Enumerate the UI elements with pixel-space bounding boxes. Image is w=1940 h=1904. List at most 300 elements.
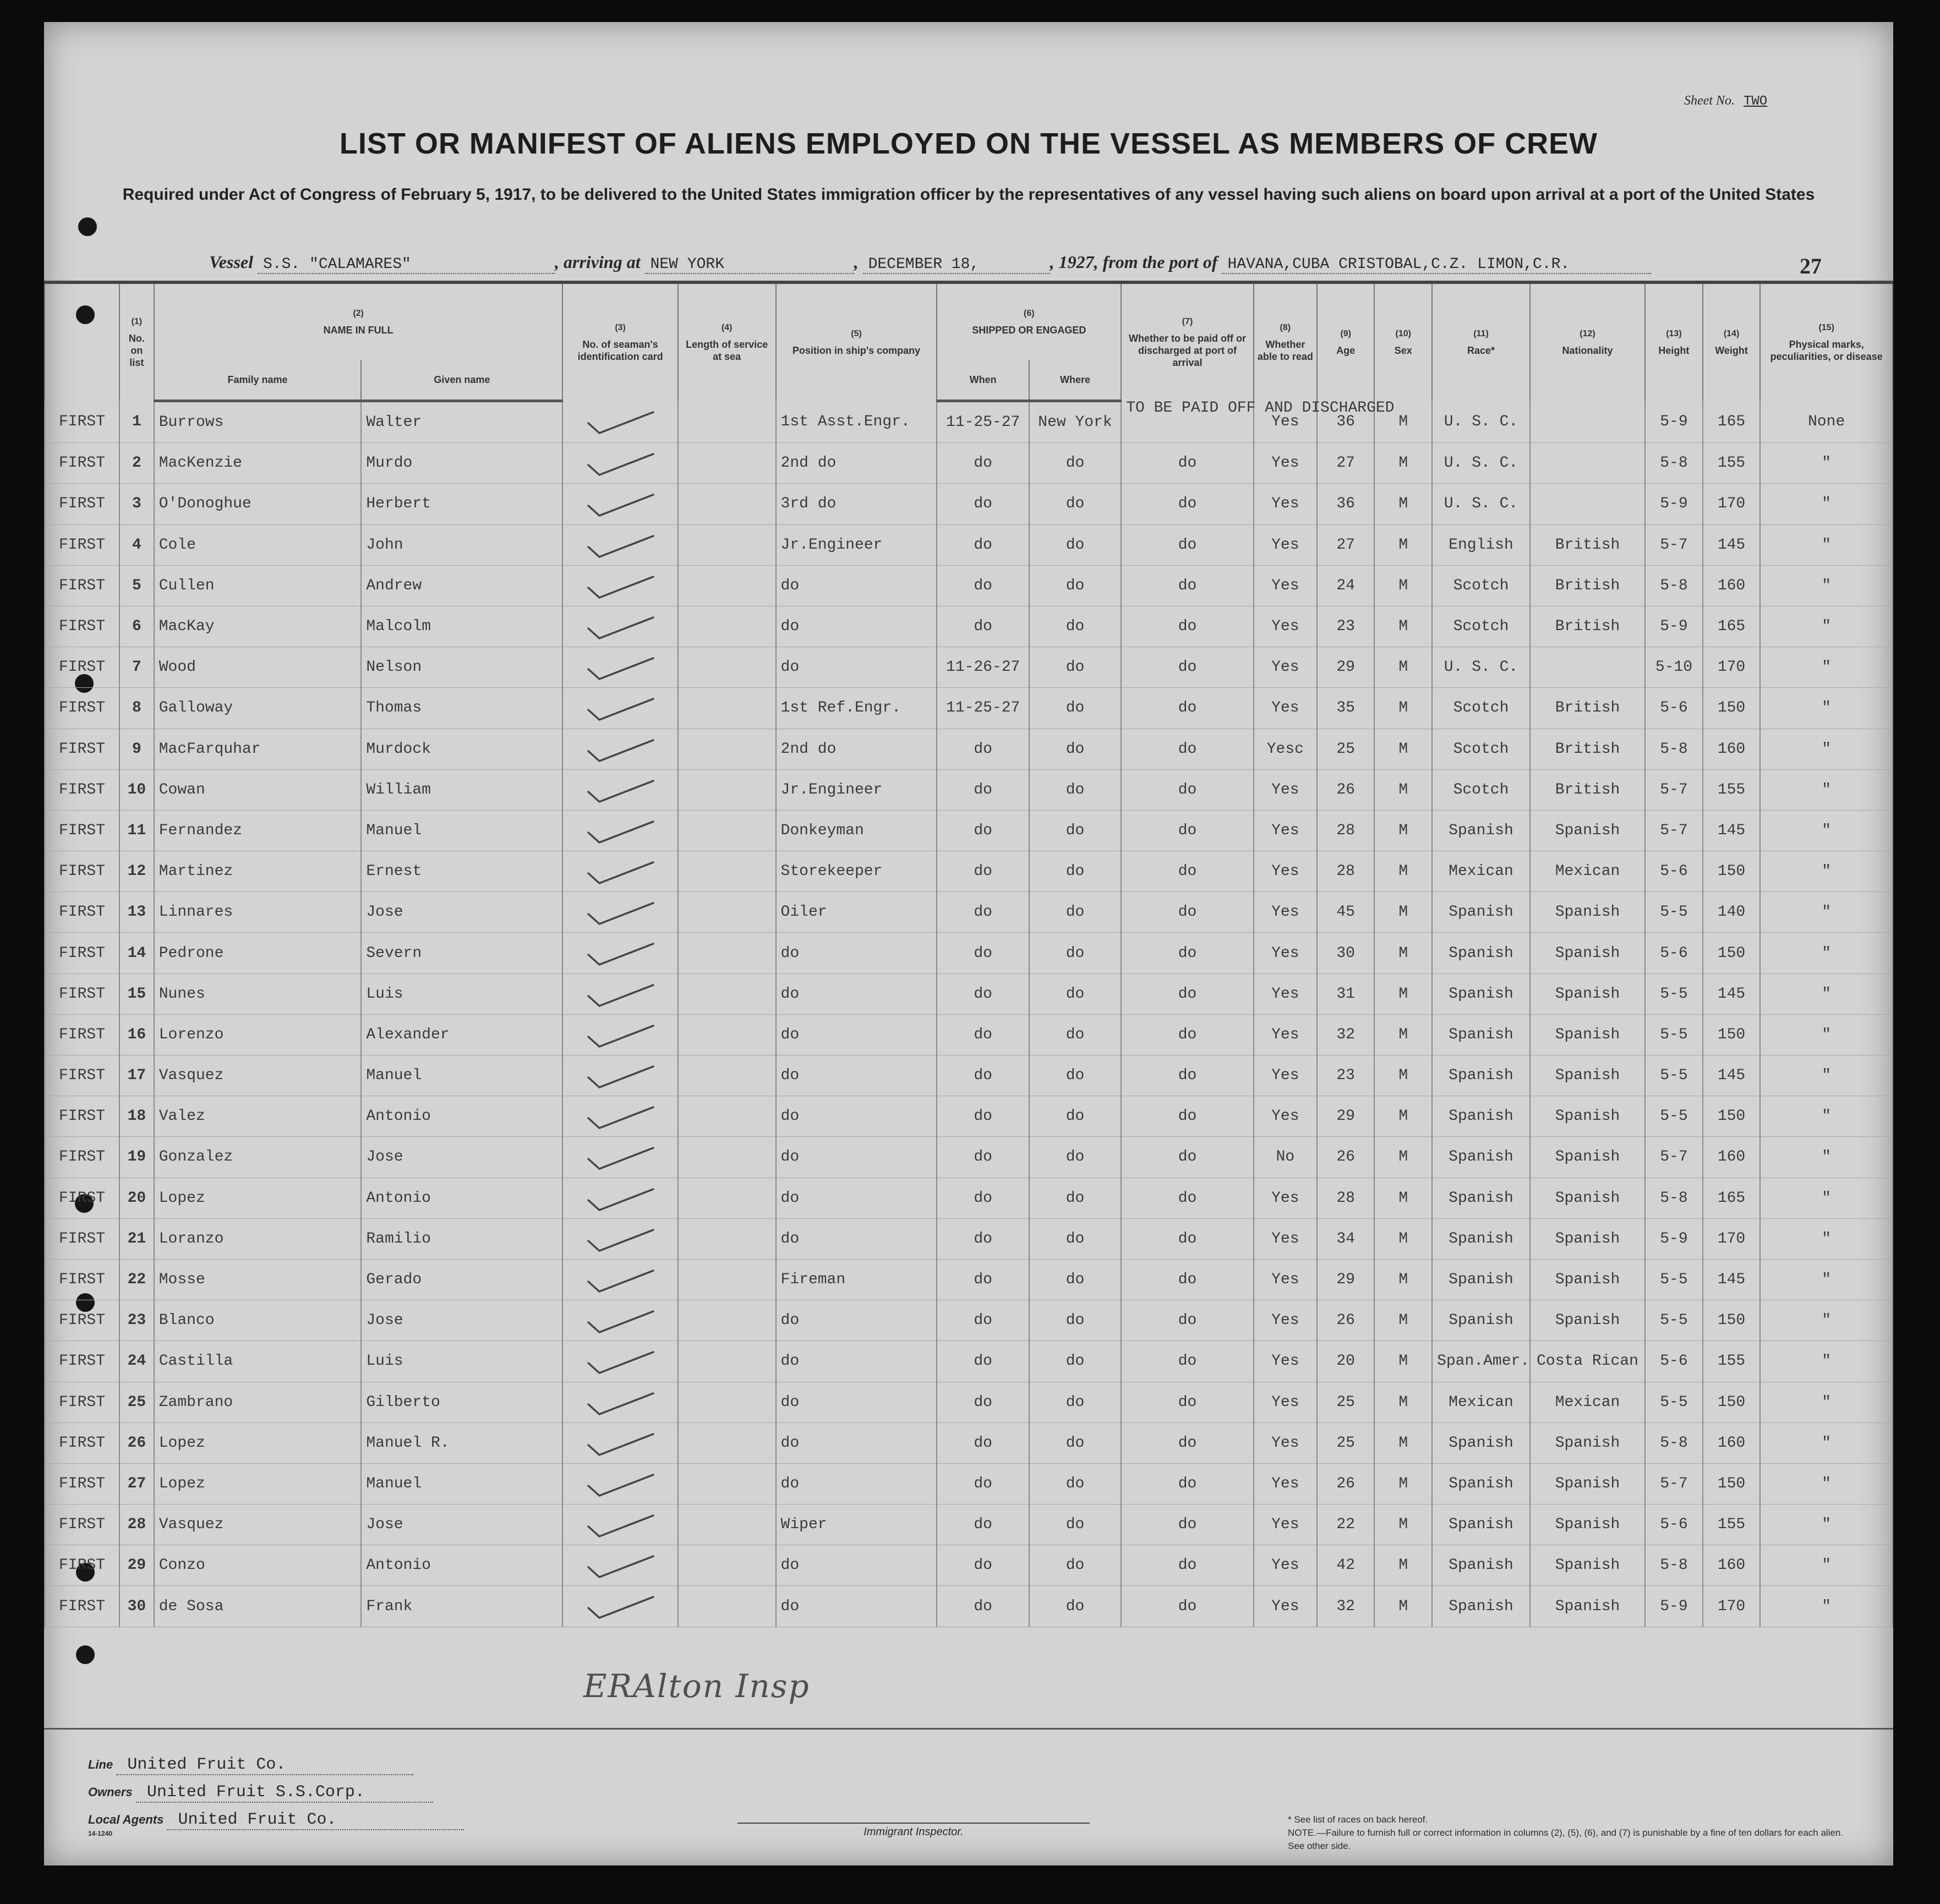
- height: 5-8: [1645, 443, 1703, 484]
- service-length: [678, 1463, 776, 1504]
- weight: 145: [1703, 1259, 1761, 1300]
- family-name: Cole: [154, 524, 362, 565]
- checkmark-icon: [585, 573, 657, 601]
- age: 35: [1317, 688, 1375, 729]
- weight: 150: [1703, 1014, 1761, 1055]
- sex: M: [1374, 484, 1432, 524]
- table-row: [45, 1545, 1893, 1586]
- race: U. S. C.: [1432, 647, 1530, 688]
- arrival-year: 27: [1076, 252, 1094, 272]
- nationality: [1530, 484, 1645, 524]
- service-length: [678, 729, 776, 769]
- paid-off: do: [1121, 1178, 1254, 1218]
- table-row: [45, 484, 1893, 524]
- given-name: Severn: [361, 933, 562, 973]
- row-stamp: FIRST: [45, 1586, 119, 1627]
- shipped-where: do: [1029, 1463, 1121, 1504]
- family-name: Blanco: [154, 1300, 362, 1341]
- age: 42: [1317, 1545, 1375, 1586]
- sex: M: [1374, 443, 1432, 484]
- checkmark-icon: [585, 1022, 657, 1050]
- family-name: de Sosa: [154, 1586, 362, 1627]
- checkmark-icon: [585, 818, 657, 846]
- id-card-check: [562, 1504, 677, 1545]
- position: do: [776, 647, 937, 688]
- family-name: Fernandez: [154, 810, 362, 851]
- row-number: 15: [119, 973, 154, 1014]
- id-card-check: [562, 1137, 677, 1178]
- physical-marks: ": [1760, 892, 1893, 933]
- age: 23: [1317, 1055, 1375, 1096]
- race: Spanish: [1432, 810, 1530, 851]
- race: Scotch: [1432, 688, 1530, 729]
- shipped-when: do: [937, 1341, 1029, 1382]
- shipped-when: do: [937, 1014, 1029, 1055]
- age: 25: [1317, 1382, 1375, 1422]
- physical-marks: ": [1760, 851, 1893, 892]
- able-to-read: Yes: [1254, 1545, 1317, 1586]
- service-length: [678, 769, 776, 810]
- table-row: [45, 1178, 1893, 1218]
- height: 5-8: [1645, 1545, 1703, 1586]
- sheet-number-label: Sheet No.: [1684, 94, 1735, 108]
- race: Mexican: [1432, 1382, 1530, 1422]
- row-stamp: FIRST: [45, 1178, 119, 1218]
- physical-marks: ": [1760, 1014, 1893, 1055]
- race: Mexican: [1432, 851, 1530, 892]
- shipped-where: do: [1029, 1504, 1121, 1545]
- checkmark-icon: [585, 1349, 657, 1376]
- weight: 145: [1703, 810, 1761, 851]
- header-no: (1) No. on list: [119, 282, 154, 401]
- position: do: [776, 1586, 937, 1627]
- weight: 160: [1703, 1137, 1761, 1178]
- shipped-when: do: [937, 1504, 1029, 1545]
- weight: 140: [1703, 892, 1761, 933]
- punch-hole: [76, 1645, 95, 1664]
- vessel-label: Vessel: [209, 252, 253, 272]
- table-row: [45, 1014, 1893, 1055]
- paid-off: do: [1121, 484, 1254, 524]
- row-stamp: FIRST: [45, 1504, 119, 1545]
- line-label: Line: [88, 1758, 113, 1771]
- shipped-where: do: [1029, 1259, 1121, 1300]
- row-stamp: FIRST: [45, 565, 119, 606]
- sex: M: [1374, 1137, 1432, 1178]
- paid-off: do: [1121, 1341, 1254, 1382]
- paid-off: do: [1121, 1259, 1254, 1300]
- family-name: Vasquez: [154, 1504, 362, 1545]
- table-row: [45, 1504, 1893, 1545]
- able-to-read: Yes: [1254, 606, 1317, 647]
- nationality: Spanish: [1530, 810, 1645, 851]
- weight: 150: [1703, 1463, 1761, 1504]
- row-stamp: FIRST: [45, 1341, 119, 1382]
- service-length: [678, 1586, 776, 1627]
- given-name: Antonio: [361, 1545, 562, 1586]
- position: do: [776, 1463, 937, 1504]
- service-length: [678, 933, 776, 973]
- sex: M: [1374, 973, 1432, 1014]
- weight: 170: [1703, 647, 1761, 688]
- paid-off: TO BE PAID OFF AND DISCHARGED: [1121, 401, 1254, 443]
- shipped-where: do: [1029, 1218, 1121, 1259]
- row-stamp: FIRST: [45, 443, 119, 484]
- shipped-where: do: [1029, 851, 1121, 892]
- row-number: 11: [119, 810, 154, 851]
- row-stamp: FIRST: [45, 401, 119, 443]
- id-card-check: [562, 524, 677, 565]
- weight: 165: [1703, 401, 1761, 443]
- race: Spanish: [1432, 1259, 1530, 1300]
- checkmark-icon: [585, 1390, 657, 1418]
- family-name: MacKenzie: [154, 443, 362, 484]
- paid-off: do: [1121, 729, 1254, 769]
- row-stamp: FIRST: [45, 892, 119, 933]
- id-card-check: [562, 1586, 677, 1627]
- row-stamp: FIRST: [45, 1545, 119, 1586]
- shipped-where: do: [1029, 769, 1121, 810]
- weight: 165: [1703, 1178, 1761, 1218]
- id-card-check: [562, 401, 677, 443]
- age: 36: [1317, 401, 1375, 443]
- position: do: [776, 973, 937, 1014]
- physical-marks: ": [1760, 565, 1893, 606]
- able-to-read: Yes: [1254, 1463, 1317, 1504]
- position: Jr.Engineer: [776, 524, 937, 565]
- service-length: [678, 892, 776, 933]
- id-card-check: [562, 1096, 677, 1137]
- checkmark-icon: [585, 1186, 657, 1213]
- row-number: 26: [119, 1422, 154, 1463]
- shipped-when: do: [937, 729, 1029, 769]
- shipped-when: 11-26-27: [937, 647, 1029, 688]
- checkmark-icon: [585, 1471, 657, 1499]
- header-service: (4) Length of service at sea: [678, 282, 776, 401]
- footer-owners-row: [88, 1783, 433, 1803]
- header-sex: (10) Sex: [1374, 282, 1432, 401]
- checkmark-icon: [585, 982, 657, 1009]
- row-number: 1: [119, 401, 154, 443]
- row-stamp: FIRST: [45, 484, 119, 524]
- height: 5-6: [1645, 851, 1703, 892]
- row-number: 27: [119, 1463, 154, 1504]
- race: Spanish: [1432, 1545, 1530, 1586]
- shipped-when: do: [937, 1463, 1029, 1504]
- punch-hole: [78, 217, 97, 236]
- physical-marks: ": [1760, 810, 1893, 851]
- given-name: Thomas: [361, 688, 562, 729]
- table-row: [45, 1055, 1893, 1096]
- race: Spanish: [1432, 1300, 1530, 1341]
- shipped-when: do: [937, 443, 1029, 484]
- id-card-check: [562, 973, 677, 1014]
- shipped-where: do: [1029, 1014, 1121, 1055]
- physical-marks: ": [1760, 729, 1893, 769]
- row-stamp: FIRST: [45, 973, 119, 1014]
- row-number: 17: [119, 1055, 154, 1096]
- family-name: Galloway: [154, 688, 362, 729]
- given-name: Murdock: [361, 729, 562, 769]
- paid-off: do: [1121, 1014, 1254, 1055]
- id-card-check: [562, 1382, 677, 1422]
- id-card-check: [562, 1545, 677, 1586]
- given-name: Jose: [361, 1504, 562, 1545]
- row-number: 24: [119, 1341, 154, 1382]
- family-name: MacKay: [154, 606, 362, 647]
- id-card-check: [562, 1463, 677, 1504]
- header-paid-off: (7) Whether to be paid off or discharged at port of arrival: [1121, 282, 1254, 401]
- weight: 155: [1703, 1341, 1761, 1382]
- shipped-where: do: [1029, 1096, 1121, 1137]
- table-row: [45, 769, 1893, 810]
- nationality: Spanish: [1530, 973, 1645, 1014]
- checkmark-icon: [585, 1553, 657, 1580]
- given-name: Frank: [361, 1586, 562, 1627]
- given-name: John: [361, 524, 562, 565]
- row-stamp: FIRST: [45, 810, 119, 851]
- paid-off: do: [1121, 1218, 1254, 1259]
- crew-rows: [45, 401, 1893, 1627]
- height: 5-6: [1645, 1341, 1703, 1382]
- given-name: Malcolm: [361, 606, 562, 647]
- row-number: 16: [119, 1014, 154, 1055]
- height: 5-8: [1645, 729, 1703, 769]
- physical-marks: ": [1760, 769, 1893, 810]
- height: 5-7: [1645, 769, 1703, 810]
- checkmark-icon: [585, 1308, 657, 1336]
- paid-off: do: [1121, 1096, 1254, 1137]
- sex: M: [1374, 1382, 1432, 1422]
- id-card-check: [562, 565, 677, 606]
- position: Oiler: [776, 892, 937, 933]
- nationality: Spanish: [1530, 1055, 1645, 1096]
- family-name: Lopez: [154, 1422, 362, 1463]
- age: 36: [1317, 484, 1375, 524]
- height: 5-7: [1645, 810, 1703, 851]
- able-to-read: Yes: [1254, 769, 1317, 810]
- footer-agents-row: [88, 1810, 464, 1830]
- header-id-card: (3) No. of seaman's identification card: [562, 282, 677, 401]
- checkmark-icon: [585, 451, 657, 478]
- able-to-read: Yes: [1254, 810, 1317, 851]
- sex: M: [1374, 1545, 1432, 1586]
- position: do: [776, 606, 937, 647]
- sex: M: [1374, 565, 1432, 606]
- physical-marks: None: [1760, 401, 1893, 443]
- family-name: Conzo: [154, 1545, 362, 1586]
- immigrant-inspector-label: Immigrant Inspector.: [737, 1823, 1090, 1839]
- shipped-when: do: [937, 1055, 1029, 1096]
- able-to-read: Yes: [1254, 1218, 1317, 1259]
- shipped-where: do: [1029, 1055, 1121, 1096]
- paid-off: do: [1121, 1422, 1254, 1463]
- table-row: [45, 729, 1893, 769]
- races-note: * See list of races on back hereof.: [1288, 1814, 1428, 1825]
- service-length: [678, 1178, 776, 1218]
- age: 45: [1317, 892, 1375, 933]
- height: 5-8: [1645, 565, 1703, 606]
- service-length: [678, 1014, 776, 1055]
- family-name: Pedrone: [154, 933, 362, 973]
- checkmark-icon: [585, 409, 657, 436]
- shipped-when: do: [937, 484, 1029, 524]
- shipped-where: do: [1029, 810, 1121, 851]
- paid-off: do: [1121, 1382, 1254, 1422]
- shipped-where: do: [1029, 688, 1121, 729]
- service-length: [678, 688, 776, 729]
- physical-marks: ": [1760, 1218, 1893, 1259]
- able-to-read: Yes: [1254, 851, 1317, 892]
- checkmark-icon: [585, 491, 657, 519]
- nationality: Spanish: [1530, 1178, 1645, 1218]
- sex: M: [1374, 810, 1432, 851]
- race: Scotch: [1432, 729, 1530, 769]
- paid-off: do: [1121, 933, 1254, 973]
- nationality: Mexican: [1530, 851, 1645, 892]
- able-to-read: Yes: [1254, 1341, 1317, 1382]
- age: 29: [1317, 647, 1375, 688]
- physical-marks: ": [1760, 933, 1893, 973]
- checkmark-icon: [585, 533, 657, 560]
- position: do: [776, 1055, 937, 1096]
- row-number: 21: [119, 1218, 154, 1259]
- race: Span.Amer.: [1432, 1341, 1530, 1382]
- paid-off: do: [1121, 1137, 1254, 1178]
- sex: M: [1374, 1055, 1432, 1096]
- sex: M: [1374, 933, 1432, 973]
- paid-off: do: [1121, 688, 1254, 729]
- row-stamp: FIRST: [45, 606, 119, 647]
- able-to-read: Yes: [1254, 1422, 1317, 1463]
- id-card-check: [562, 484, 677, 524]
- position: do: [776, 1137, 937, 1178]
- race: Spanish: [1432, 1014, 1530, 1055]
- table-row: [45, 1422, 1893, 1463]
- sex: M: [1374, 647, 1432, 688]
- position: do: [776, 1014, 937, 1055]
- position: Fireman: [776, 1259, 937, 1300]
- sex: M: [1374, 1178, 1432, 1218]
- service-length: [678, 810, 776, 851]
- age: 22: [1317, 1504, 1375, 1545]
- position: do: [776, 1178, 937, 1218]
- shipped-where: do: [1029, 565, 1121, 606]
- sex: M: [1374, 1422, 1432, 1463]
- shipped-when: do: [937, 769, 1029, 810]
- paid-off: do: [1121, 647, 1254, 688]
- given-name: Herbert: [361, 484, 562, 524]
- family-name: Valez: [154, 1096, 362, 1137]
- weight: 160: [1703, 729, 1761, 769]
- nationality: Spanish: [1530, 1218, 1645, 1259]
- arriving-label: , arriving at: [555, 252, 641, 272]
- shipped-when: do: [937, 1218, 1029, 1259]
- weight: 150: [1703, 851, 1761, 892]
- age: 27: [1317, 524, 1375, 565]
- physical-marks: ": [1760, 1382, 1893, 1422]
- nationality: Costa Rican: [1530, 1341, 1645, 1382]
- position: 3rd do: [776, 484, 937, 524]
- family-name: Zambrano: [154, 1382, 362, 1422]
- age: 29: [1317, 1096, 1375, 1137]
- row-number: 7: [119, 647, 154, 688]
- header-position: (5) Position in ship's company: [776, 282, 937, 401]
- race: Spanish: [1432, 1096, 1530, 1137]
- family-name: Martinez: [154, 851, 362, 892]
- header-shipped: (6) SHIPPED OR ENGAGED: [937, 282, 1121, 360]
- row-number: 18: [119, 1096, 154, 1137]
- height: 5-6: [1645, 933, 1703, 973]
- checkmark-icon: [585, 696, 657, 723]
- height: 5-5: [1645, 973, 1703, 1014]
- shipped-when: do: [937, 1178, 1029, 1218]
- checkmark-icon: [585, 1063, 657, 1091]
- family-name: Vasquez: [154, 1055, 362, 1096]
- page-stamp: 27: [1800, 254, 1822, 278]
- able-to-read: Yes: [1254, 1259, 1317, 1300]
- crew-manifest-table: [44, 281, 1893, 1627]
- nationality: British: [1530, 524, 1645, 565]
- able-to-read: Yes: [1254, 1055, 1317, 1096]
- family-name: Lopez: [154, 1463, 362, 1504]
- race: Spanish: [1432, 1422, 1530, 1463]
- agents-value: United Fruit Co.: [167, 1810, 464, 1830]
- shipped-where: do: [1029, 1341, 1121, 1382]
- row-stamp: FIRST: [45, 851, 119, 892]
- race: Spanish: [1432, 1504, 1530, 1545]
- service-length: [678, 1137, 776, 1178]
- nationality: Spanish: [1530, 1463, 1645, 1504]
- service-length: [678, 1545, 776, 1586]
- service-length: [678, 1259, 776, 1300]
- family-name: Wood: [154, 647, 362, 688]
- header-weight: (14) Weight: [1703, 282, 1761, 401]
- shipped-where: do: [1029, 933, 1121, 973]
- able-to-read: Yes: [1254, 524, 1317, 565]
- given-name: Manuel R.: [361, 1422, 562, 1463]
- given-name: Jose: [361, 1300, 562, 1341]
- id-card-check: [562, 1014, 677, 1055]
- age: 26: [1317, 1463, 1375, 1504]
- physical-marks: ": [1760, 973, 1893, 1014]
- header-when: When: [937, 360, 1029, 401]
- row-stamp: FIRST: [45, 1300, 119, 1341]
- shipped-when: do: [937, 606, 1029, 647]
- weight: 150: [1703, 1300, 1761, 1341]
- given-name: Manuel: [361, 1055, 562, 1096]
- able-to-read: Yes: [1254, 973, 1317, 1014]
- physical-marks: ": [1760, 606, 1893, 647]
- physical-marks: ": [1760, 1586, 1893, 1627]
- height: 5-5: [1645, 892, 1703, 933]
- nationality: [1530, 443, 1645, 484]
- checkmark-icon: [585, 1145, 657, 1172]
- row-stamp: FIRST: [45, 1014, 119, 1055]
- sex: M: [1374, 769, 1432, 810]
- position: do: [776, 1300, 937, 1341]
- table-row: [45, 1218, 1893, 1259]
- position: do: [776, 1545, 937, 1586]
- given-name: Ernest: [361, 851, 562, 892]
- id-card-check: [562, 443, 677, 484]
- physical-marks: ": [1760, 647, 1893, 688]
- nationality: Spanish: [1530, 1545, 1645, 1586]
- able-to-read: Yes: [1254, 484, 1317, 524]
- height: 5-7: [1645, 1463, 1703, 1504]
- age: 25: [1317, 729, 1375, 769]
- race: U. S. C.: [1432, 484, 1530, 524]
